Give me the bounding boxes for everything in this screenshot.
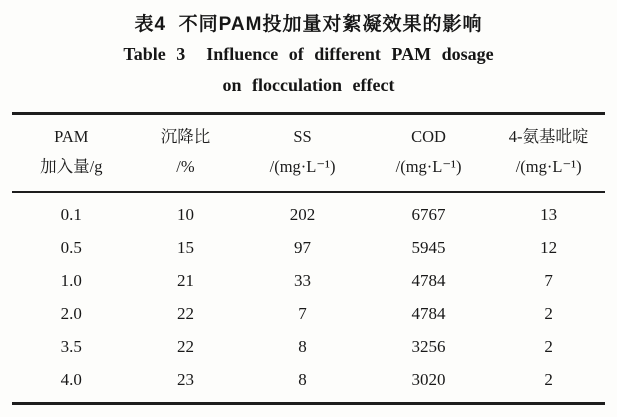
column-header-unit: /(mg·L⁻¹) — [395, 157, 462, 176]
pam-dosage-table — [12, 112, 605, 405]
table-cell: 21 — [176, 270, 194, 290]
table-cell: 2 — [544, 336, 553, 356]
table-title-chinese: 表4 不同PAM投加量对絮凝效果的影响 — [134, 14, 483, 35]
column-header-unit: 加入量/g — [40, 157, 103, 176]
column-header-title: 4-氨基吡啶 — [508, 127, 589, 146]
column-header-3 — [240, 114, 365, 193]
table-row — [12, 330, 605, 363]
table-cell: 2 — [544, 369, 553, 389]
table-cell: 2 — [544, 303, 553, 323]
table-cell: 8 — [298, 336, 307, 356]
table-row — [12, 264, 605, 297]
table-cell: 0.5 — [60, 237, 82, 257]
column-header-1 — [12, 114, 131, 193]
table-row — [12, 231, 605, 264]
table-cell: 6767 — [411, 204, 446, 224]
table-cell: 3020 — [411, 369, 446, 389]
table-header — [12, 114, 605, 193]
table-cell: 5945 — [411, 237, 446, 257]
table-cell: 10 — [176, 204, 194, 224]
column-header-title: COD — [411, 127, 446, 146]
table-cell: 97 — [294, 237, 312, 257]
table-cell: 7 — [298, 303, 307, 323]
table-cell: 12 — [540, 237, 558, 257]
column-header-4 — [365, 114, 492, 193]
table-row — [12, 363, 605, 404]
table-cell: 8 — [298, 369, 307, 389]
header-row — [12, 114, 605, 193]
table-cell: 0.1 — [60, 204, 82, 224]
table-cell: 202 — [289, 204, 316, 224]
table-cell: 4784 — [411, 270, 446, 290]
table-cell: 1.0 — [60, 270, 82, 290]
column-header-2 — [131, 114, 241, 193]
table-cell: 7 — [544, 270, 553, 290]
column-header-title: SS — [293, 127, 312, 146]
table-row — [12, 192, 605, 231]
table-cell: 13 — [540, 204, 558, 224]
table-cell: 3256 — [411, 336, 446, 356]
table-cell: 22 — [176, 336, 194, 356]
table-cell: 2.0 — [60, 303, 82, 323]
table-cell: 4784 — [411, 303, 446, 323]
table-cell: 33 — [294, 270, 312, 290]
column-header-title: 沉降比 — [160, 127, 211, 146]
table-cell: 4.0 — [60, 369, 82, 389]
table-title-english-line2: on flocculation effect — [222, 75, 395, 95]
table-cell: 23 — [176, 369, 194, 389]
table-cell: 15 — [176, 237, 194, 257]
column-header-unit: /(mg·L⁻¹) — [269, 157, 336, 176]
column-header-title: PAM — [54, 127, 89, 146]
table-cell: 22 — [176, 303, 194, 323]
table-row — [12, 297, 605, 330]
column-header-unit: /(mg·L⁻¹) — [515, 157, 582, 176]
table-body — [12, 192, 605, 404]
column-header-unit: /% — [176, 157, 195, 176]
table-cell: 3.5 — [60, 336, 82, 356]
column-header-5 — [492, 114, 605, 193]
table-title-english-line1: Table 3 Influence of different PAM dosage — [123, 44, 494, 64]
